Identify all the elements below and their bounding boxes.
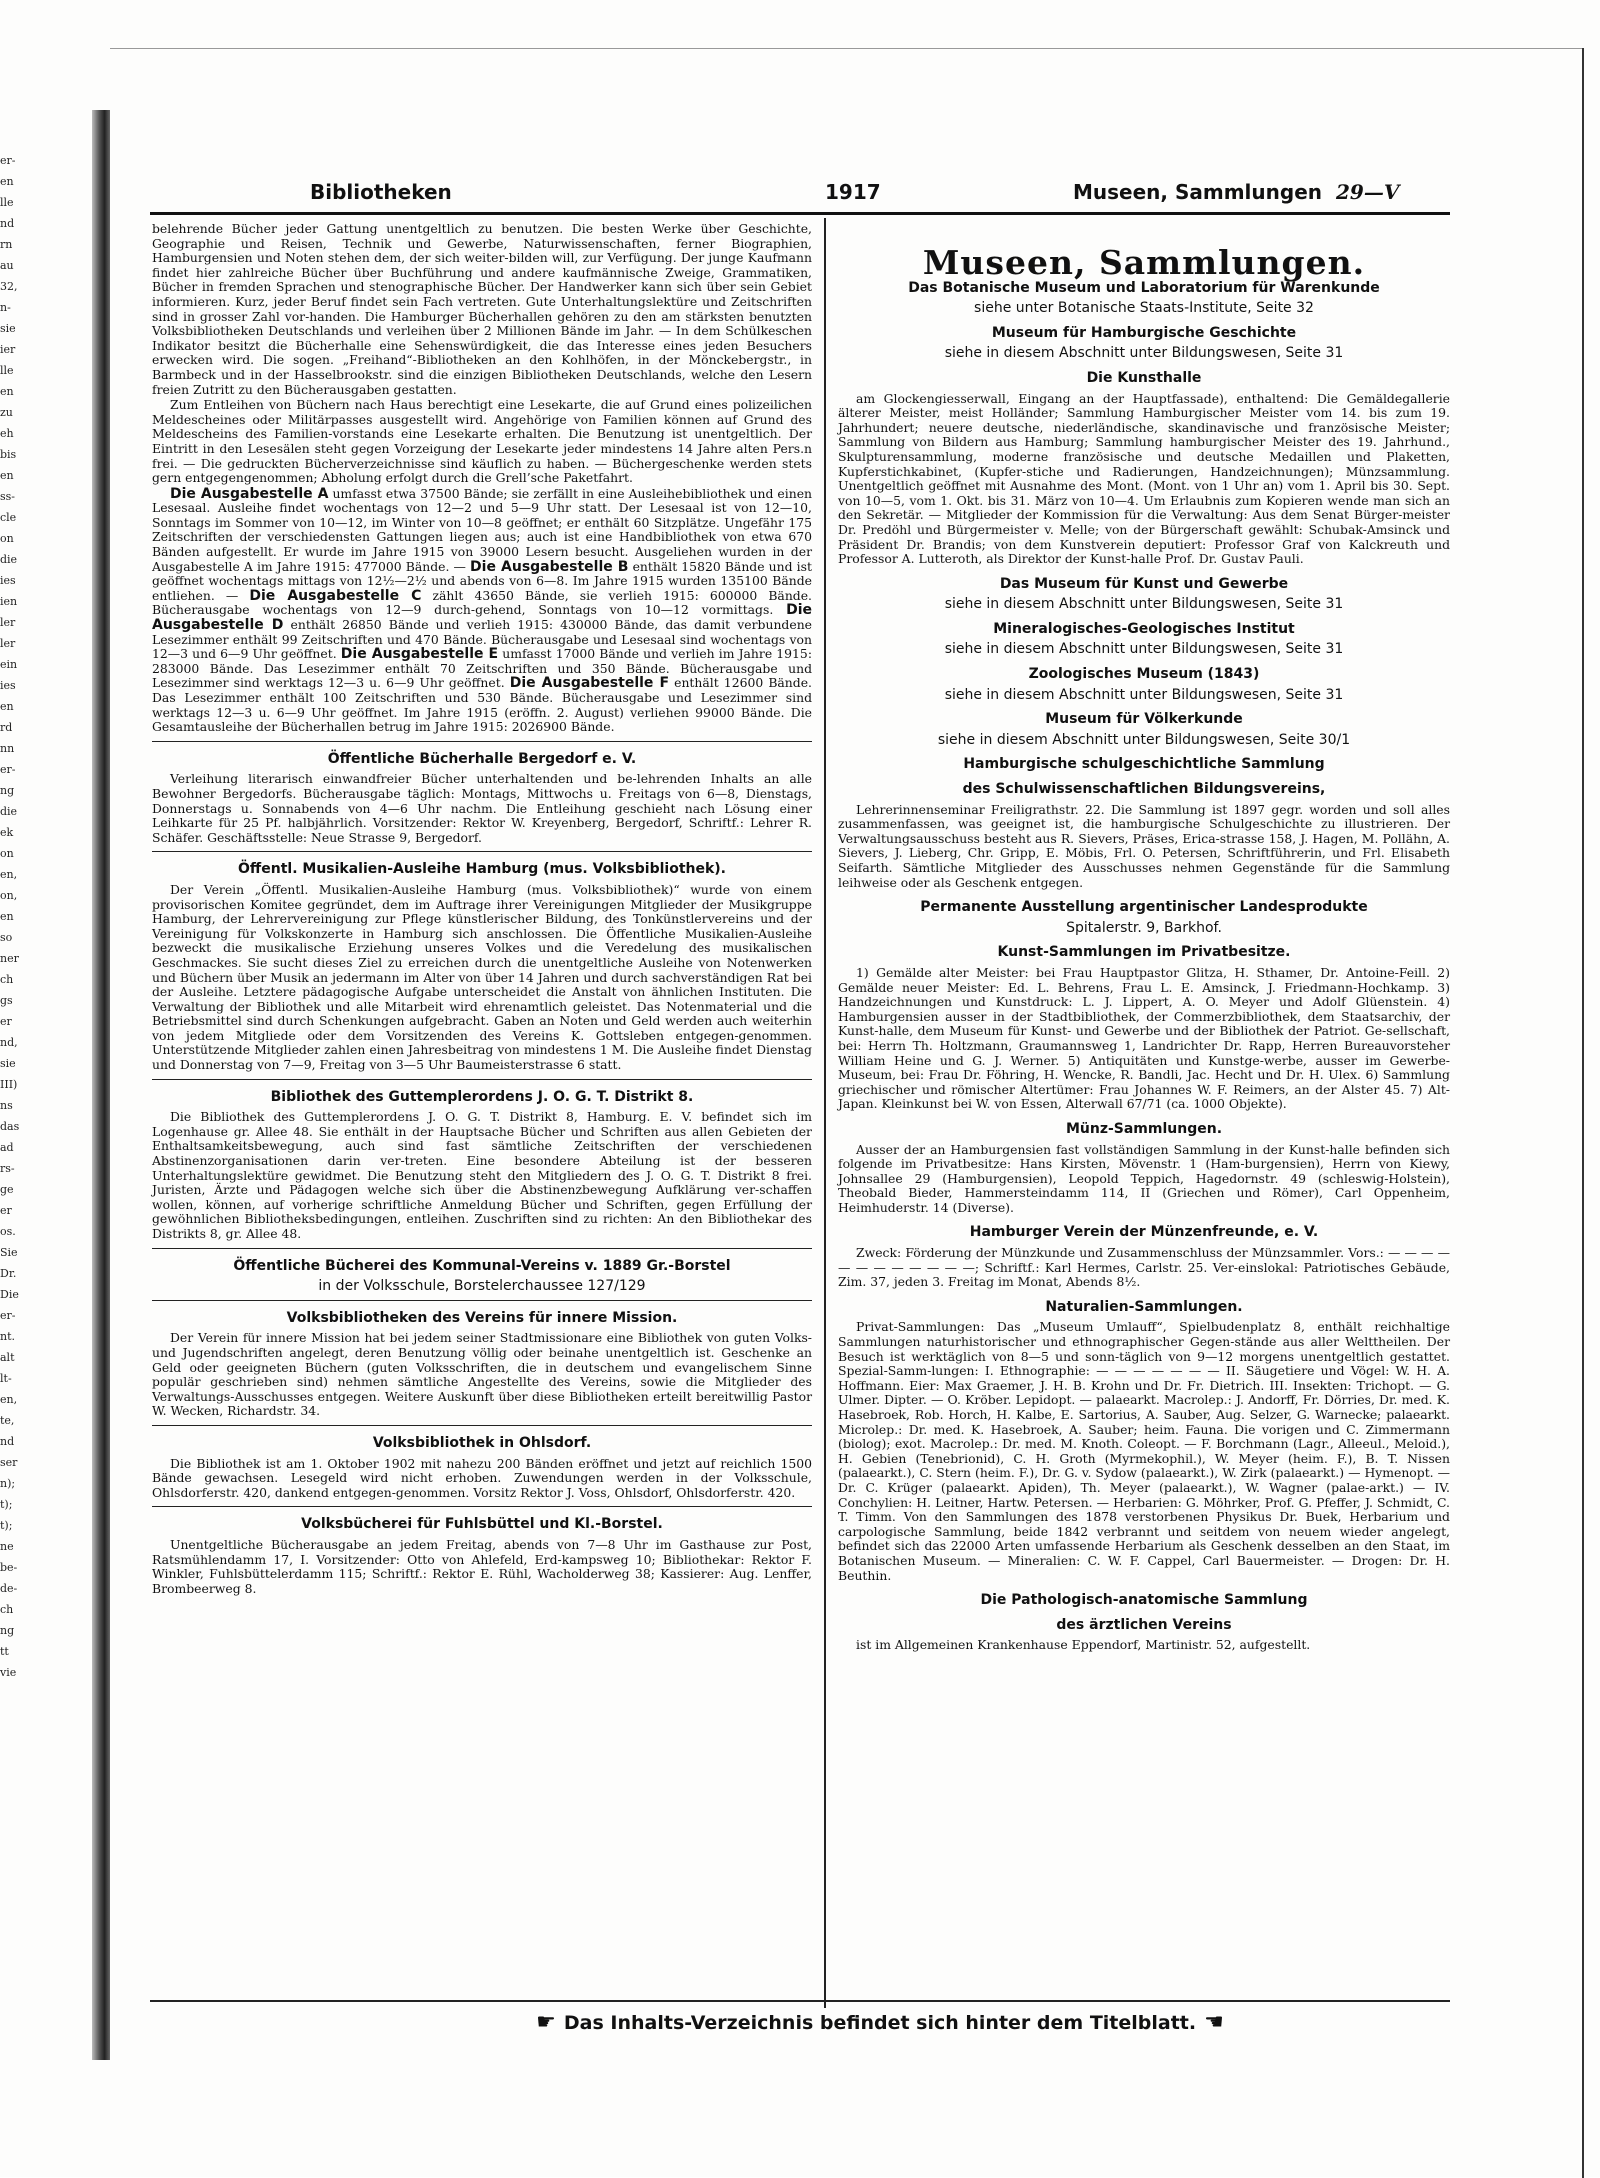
margin-fragment: en, [0, 868, 18, 881]
footer-text: Das Inhalts-Verzeichnis befindet sich hinter dem Titelblatt. [563, 2012, 1197, 2034]
margin-fragment: t); [0, 1498, 13, 1511]
right-column [838, 222, 1450, 1654]
margin-fragment: die [0, 805, 18, 818]
margin-fragment: ies [0, 574, 16, 587]
section-heading: des ärztlichen Vereins [1056, 1616, 1232, 1633]
margin-fragment: ner [0, 952, 19, 965]
margin-fragment: Die [0, 1288, 19, 1301]
margin-fragment: er- [0, 1309, 16, 1322]
margin-fragment: n); [0, 1477, 16, 1490]
margin-fragment: on [0, 532, 14, 545]
margin-fragment: lle [0, 364, 14, 377]
running-head [150, 180, 1450, 210]
margin-fragment: ies [0, 679, 16, 692]
margin-fragment: en, [0, 1393, 18, 1406]
section-heading: Volksbibliothek in Ohlsdorf. [372, 1434, 592, 1451]
ausgabestelle-text: umfasst etwa 37500 Bände; sie zerfällt in eine Ausleihebibliothek und einen Lesesaal. Ausleihe findet wochentags von 12—2 und 5—9 Uhr statt. Der Lesesaal ist von 12—10, Sonntags im Sommer von 10—12, im Winter von 10—8 geöffnet; er enthält 60 Sitzplätze. Ungefähr 175 Zeitschriften der verschiedensten Gattungen liegen aus; auch ist eine Handbibliothek von etwa 670 Bänden aufgestellt. Er wurde im Jahre 1915 von 39000 Lesern besucht. Ausgeliehen wurden in der Ausgabestelle A im Jahre 1915: 477000 Bände. — [152, 485, 813, 574]
margin-fragment: ler [0, 616, 16, 629]
margin-fragment: so [0, 931, 13, 944]
section-heading: Museum für Völkerkunde [1045, 711, 1243, 728]
margin-fragment: rn [0, 238, 13, 251]
section-heading: Öffentliche Bücherhalle Bergedorf e. V. [327, 750, 637, 767]
intro-paragraph: Zum Entleihen von Büchern nach Haus berechtigt eine Lesekarte, die auf Grund eines polizeilichen Meldescheines oder Militärpasses ausgestellt wird. Angehörige von Familien können auf Grund des Meldescheins des Familien-vorstands eine Lesekarte erhalten. Die Benutzung ist unentgeltlich. Der Eintritt in den Lesesälen steht gegen Vorzeigung der Lesekarte jeder mindestens 14 Jahre alten Pers.n frei. — Die gedruckten Bücherverzeichnisse sind käuflich zu haben. — Büchergeschenke werden stets gern entgegengenommen; Abholung erfolgt durch die Grell’sche Paketfahrt. [152, 397, 812, 486]
section-rule [152, 1425, 812, 1426]
ausgabestelle-label: Die Ausgabestelle C [249, 587, 422, 604]
section-rule [152, 1079, 812, 1080]
section-heading: Kunst-Sammlungen im Privatbesitze. [997, 944, 1291, 961]
margin-fragment: ns [0, 1099, 13, 1112]
margin-fragment: bis [0, 448, 17, 461]
section-paragraph: Ausser der an Hamburgensien fast vollständigen Sammlung in der Kunst-halle befinden sich folgende im Privatbesitze: Hans Kirsten, Mövenstr. 1 (Ham-burgensien), Herrn von Kiewy, Johnsallee 29 (Hamburgensien), Leopold Teppich, Hagedornstr. 49 (schleswig-Holstein), Theobald Bieder, Hammersteindamm 114, II (Griechen und Römer), Carl Oppenheim, Heimhuderstr. 14 (Diverse). [838, 1141, 1450, 1215]
section-paragraph: Unentgeltliche Bücherausgabe an jedem Freitag, abends von 7—8 Uhr im Gasthause zur Post, Ratsmühlendamm 17, I. Vorsitzender: Otto von Ahlefeld, Erd-kampsweg 10; Bibliothekar: Rektor F. Winkler, Fuhlsbüttelerdamm 115; Schriftf.: Rektor E. Rühl, Wacholderweg 38; Kassierer: Aug. Lenffer, Brombeerweg 8. [152, 1536, 812, 1596]
section-subline: siehe in diesem Abschnitt unter Bildungswesen, Seite 31 [944, 686, 1344, 703]
margin-fragment: ch [0, 973, 14, 986]
margin-fragment: ng [0, 784, 15, 797]
margin-fragment: n- [0, 301, 11, 314]
margin-fragment: tt [0, 1645, 9, 1658]
margin-fragment: er- [0, 763, 16, 776]
margin-fragment: 32, [0, 280, 18, 293]
margin-fragment: ge [0, 1183, 14, 1196]
margin-fragment: rd [0, 721, 13, 734]
footer-note [430, 2010, 1330, 2035]
section-heading: Bibliothek des Guttemplerordens J. O. G. T. Distrikt 8. [270, 1088, 694, 1105]
section-paragraph: 1) Gemälde alter Meister: bei Frau Hauptpastor Glitza, H. Sthamer, Dr. Antoine-Feill. 2) Gemälde neuer Meister: Ed. L. Behrens, Frau L. E. Amsinck, J. Friedmann-Hochkamp. 3) Handzeichnungen und Kunstdruck: L. J. Lippert, A. O. Meyer und Adolf Glüenstein. 4) Hamburgensien ausser in der Stadtbibliothek, der Commerzbibliothek, dem Staatsarchiv, der Kunst-halle, dem Museum für Kunst- und Gewerbe und der Bibliothek der Patriot. Ge-sellschaft, bei: Herrn Th. Holtzmann, Graumannsweg 1, Landrichter Dr. Rapp, Herren Bureauvorsteher William Heine und G. J. Werner. 5) Antiquitäten und Kunstge-werbe, ausser im Gewerbe-Museum, bei: Frau Dr. Föhring, H. Wencke, R. Bandli, Jac. Hecht und Dr. H. Ulex. 6) Sammlung griechischer und römischer Altertümer: Frau Johannes W. F. Reimers, an der Alster 45. 7) Alt-Japan. Kleinkunst bei W. von Essen, Alterwall 67/71 (ca. 1000 Objekte). [838, 964, 1450, 1112]
margin-fragment: nt. [0, 1330, 16, 1343]
section-heading: Die Pathologisch-anatomische Sammlung [980, 1592, 1308, 1609]
ausgabestelle-label: Die Ausgabestelle A [170, 485, 329, 502]
margin-fragment: os. [0, 1225, 16, 1238]
margin-fragment: Dr. [0, 1267, 17, 1280]
margin-fragment: en [0, 910, 14, 923]
margin-fragment: sie [0, 1057, 16, 1070]
section-paragraph: Die Bibliothek ist am 1. Oktober 1902 mit nahezu 200 Bänden eröffnet und jetzt auf reichlich 1500 Bände gewachsen. Lesegeld wird nicht erhoben. Zuwendungen werden in der Volksschule, Ohlsdorferstr. 420, dankend entgegen-genommen. Vorsitz Rektor J. Voss, Ohlsdorf, Ohlsdorferstr. 420. [152, 1455, 812, 1500]
margin-fragment: ch [0, 1603, 14, 1616]
margin-fragment: das [0, 1120, 20, 1133]
ausgabestelle-text: enthält 15820 Bände und ist geöffnet wochentags mittags von 12½—2½ und abends von 6—8. Im Jahre 1915 wurden 135100 Bände entliehen. — [152, 558, 812, 603]
section-heading: Das Botanische Museum und Laboratorium für Warenkunde [908, 279, 1380, 296]
margin-fragment: lle [0, 196, 14, 209]
margin-fragment: t); [0, 1519, 13, 1532]
section-heading: Permanente Ausstellung argentinischer Landesprodukte [920, 899, 1368, 916]
section-paragraph: Der Verein für innere Mission hat bei jedem seiner Stadtmissionare eine Bibliothek von guten Volks- und Jugendschriften angelegt, deren Benutzung völlig oder beinahe unentgeltlich ist. Geschenke an Geld oder geeigneten Büchern (guten Volksschriften, die in deutschem und evangelischem Sinne populär geschrieben sind) nehmen sämtliche Angestellte des Vereins, sowie die Mitglieder des Verwaltungs-Ausschusses entgegen. Weitere Auskunft über diese Bibliotheken erteilt bereitwillig Pastor W. Wecken, Richardstr. 34. [152, 1330, 812, 1419]
margin-fragment: en [0, 385, 14, 398]
margin-fragment: en [0, 175, 14, 188]
margin-fragment: zu [0, 406, 13, 419]
section-subline: in der Volksschule, Borstelerchaussee 127/129 [318, 1278, 646, 1295]
header-rule [150, 212, 1450, 215]
margin-fragment: er- [0, 154, 16, 167]
column-divider [824, 218, 826, 2008]
margin-fragment: be- [0, 1561, 18, 1574]
margin-fragment: ng [0, 1624, 15, 1637]
margin-fragment: eh [0, 427, 14, 440]
margin-fragment: ek [0, 826, 14, 839]
section-paragraph: Lehrerinnenseminar Freiligrathstr. 22. Die Sammlung ist 1897 gegr. worden und soll alles zusammenfassen, was geeignet ist, die hamburgische Schulgeschichte zu illustrieren. Der Verwaltungsausschuss besteht aus R. Sievers, Präses, Erica-strasse 158, J. Hagen, M. Pollähn, A. Sievers, J. Lieberg, Chr. Gripp, E. Möbis, Frl. O. Petersen, Schriftführerin, und Frl. Elisabeth Seifarth. Sämtliche Mitglieder des Ausschusses nehmen Gegenstände für die Sammlung leihweise oder als Geschenk entgegen. [838, 801, 1450, 890]
section-rule [152, 1506, 812, 1507]
margin-fragment: on, [0, 889, 18, 902]
margin-fragment: ad [0, 1141, 14, 1154]
intro-paragraph: belehrende Bücher jeder Gattung unentgeltlich zu benutzen. Die besten Werke über Geschichte, Geographie und Reisen, Technik und Gewerbe, Naturwissenschaften, ferner Biographien, Hamburgensien und Noten stehen dem, der sich weiter-bilden will, zur Verfügung. Der junge Kaufmann findet hier zahlreiche Bücher über Buchführung und andere kaufmännische Zweige, Grammatiken, Bücher in fremden Sprachen und stenographische Bücher. Der Handwerker kann sich über sein Gebiet informieren. Kurz, jeder Beruf findet sein Fach vertreten. Gute Unterhaltungslektüre und Zeitschriften sind in grosser Zahl vor-handen. Die Hamburger Bücherhallen gehören zu den am stärksten benutzten Volksbibliotheken Deutschlands und verleihen über 2 Millionen Bände im Jahr. — In dem Schülkeschen Indikator besitzt die Bücherhalle eine Sehenswürdigkeit, die das Interesse eines jeden Besuchers erwecken wird. Die sogen. „Freihand“-Bibliotheken an den Kohlhöfen, in der Mönckebergstr., in Barmbeck und in der Hasselbrookstr. sind die einzigen Bibliotheken Deutschlands, welche den Lesern freien Zutritt zu den Bücherausgaben gestatten. [152, 221, 812, 397]
margin-fragment: de- [0, 1582, 18, 1595]
ausgabestelle-label: Die Ausgabestelle E [340, 646, 499, 663]
section-heading: Volksbücherei für Fuhlsbüttel und Kl.-Borstel. [301, 1516, 663, 1533]
margin-fragment: cle [0, 511, 17, 524]
running-head-year: 1917 [825, 180, 881, 204]
pointing-hand-icon: ☚ [1204, 2010, 1224, 2035]
margin-fragment: ler [0, 637, 16, 650]
section-paragraph: Die Bibliothek des Guttemplerordens J. O. G. T. Distrikt 8, Hamburg. E. V. befindet sich im Logenhause gr. Allee 48. Sie enthält in der Hauptsache Bücher und Schriften aus allen Gebieten der Enthaltsamkeitsbewegung, auch sind fast sämtliche Zeitschriften der verschiedenen Abstinenzorganisationen darin ver-treten. Eine besondere Abteilung ist der besseren Unterhaltungslektüre gewidmet. Die Benutzung steht den Mitgliedern des J. O. G. T. Distrikt 8 frei. Juristen, Ärzte und Pädagogen welche sich über die Abstinenzbewegung Aufklärung ver-schaffen wollen, können, auf vorherige schriftliche Anmeldung Bücher und Schriften, gegen Erfüllung der gewöhnlichen Bibliotheksbedingungen, entleihen. Zuschriften sind zu richten: An den Bibliothekar des Distrikts 8, gr. Allee 48. [152, 1109, 812, 1241]
margin-fragment: er [0, 1015, 12, 1028]
section-subline: siehe unter Botanische Staats-Institute, Seite 32 [974, 300, 1314, 317]
book-spine [92, 110, 110, 2060]
margin-fragment: vie [0, 1666, 17, 1679]
margin-fragment: nd [0, 1435, 15, 1448]
ausgabestelle-label: Die Ausgabestelle B [470, 558, 629, 575]
margin-fragment: lt- [0, 1372, 12, 1385]
ausgabestelle-text: enthält 12600 Bände. Das Lesezimmer enthält 100 Zeitschriften und 530 Bände. Bücherausgabe und Lesezimmer sind werktags 12—3 u. 6—9 Uhr geöffnet. Im Jahre 1915 (eröffn. 2. August) verliehen 99000 Bände. Die Gesamtausleihe der Bücherhallen betrug im Jahre 1915: 2026900 Bände. [152, 675, 812, 735]
margin-fragment: die [0, 553, 18, 566]
margin-fragment: on [0, 847, 14, 860]
section-paragraph: Verleihung literarisch einwandfreier Bücher unterhaltenden und be-lehrenden Inhalts an alle Bewohner Bergedorfs. Bücherausgabe täglich: Montags, Mittwochs u. Freitags von 6—8, Dienstags, Donnerstags u. Sonnabends von 4—6 Uhr nachm. Die Entleihung geschieht nach Lösung einer Leihkarte für 25 Pf. halbjährlich. Vorsitzender: Rektor W. Kreyenberg, Bergedorf, Schriftf.: Lehrer R. Schäfer. Geschäftsstelle: Neue Strasse 9, Bergedorf. [152, 771, 812, 845]
section-heading: Hamburgische schulgeschichtliche Sammlung [963, 756, 1325, 773]
ausgabestelle-text: enthält 26850 Bände und verlieh 1915: 430000 Bände, das damit verbundene Lesezimmer enthält 99 Zeitschriften und 470 Bände. Bücherausgabe und Lesesaal sind wochentags von 12—3 und 6—9 Uhr geöffnet. [152, 617, 813, 662]
ausgabestelle-text: umfasst 17000 Bände und verlieh im Jahre 1915: 283000 Bände. Das Lesezimmer enthält 70 Zeitschriften und 350 Bände. Bücherausgabe und Lesezimmer sind werktags 12—3 u. 6—9 Uhr geöffnet. [152, 646, 812, 691]
margin-fragment: ne [0, 1540, 14, 1553]
margin-fragment: III) [0, 1078, 18, 1091]
section-subline: siehe in diesem Abschnitt unter Bildungswesen, Seite 30/1 [937, 731, 1351, 748]
section-paragraph: Der Verein „Öffentl. Musikalien-Ausleihe Hamburg (mus. Volksbibliothek)“ wurde von einem provisorischen Komitee gegründet, dem im Auftrage ihrer Vereinigungen Mitglieder der Musikgruppe Hamburg, der Lehrervereinigung zur Pflege künstlerischer Bildung, des Tonkünstlervereins und der Vereinigung für Volkskonzerte in Hamburg sich anschlossen. Die Öffentliche Musikalien-Ausleihe bezweckt die musikalische Erziehung unseres Volkes und die Veredelung des musikalischen Geschmackes. Sie sucht dieses Ziel zu erreichen durch die unentgeltliche Ausleihe von Notenwerken und Büchern über Musik an jedermann im Alter von über 14 Jahren und durch sachverständigen Rat bei der Ausleihe. Letztere pädagogische Aufgabe unterscheidet die Anstalt von ähnlichen Instituten. Die Verwaltung der Bibliothek und alle Mitarbeit wird ehrenamtlich geleistet. Das Notenmaterial und die Betriebsmittel sind durch Schenkungen aufgebracht. Gaben an Noten und Geld werden auch weiterhin von jedem Mitgliede oder dem Vorsitzenden des Vereins K. Gottsleben entgegen-genommen. Unterstützende Mitglieder zahlen einen Jahresbeitrag von mindestens 1 M. Die Ausleihe findet Dienstag und Donnerstag von 7—9, Freitag von 3—5 Uhr Baumeisterstrasse 6 statt. [152, 881, 812, 1073]
margin-fragment: ien [0, 595, 18, 608]
section-subline: siehe in diesem Abschnitt unter Bildungswesen, Seite 31 [944, 596, 1344, 613]
section-heading: Museum für Hamburgische Geschichte [991, 324, 1297, 341]
section-heading: des Schulwissenschaftlichen Bildungsvereins, [962, 781, 1326, 798]
margin-fragment: sie [0, 322, 16, 335]
left-column [152, 222, 812, 1597]
left-sections [152, 741, 812, 1597]
running-head-left: Bibliotheken [310, 180, 452, 204]
margin-fragment: nd [0, 217, 15, 230]
section-heading: Das Museum für Kunst und Gewerbe [999, 575, 1289, 592]
section-heading: Naturalien-Sammlungen. [1045, 1298, 1243, 1315]
margin-fragment: te, [0, 1414, 15, 1427]
section-subline: Spitalerstr. 9, Barkhof. [1066, 919, 1222, 936]
ausgabestellen-paragraph [152, 487, 812, 735]
margin-fragment: nd, [0, 1036, 18, 1049]
margin-fragment: rs- [0, 1162, 15, 1175]
section-title-museen: Museen, Sammlungen. [922, 243, 1366, 282]
page-number: 29—V [1336, 180, 1400, 204]
margin-fragment: au [0, 259, 14, 272]
ausgabestelle-label: Die Ausgabestelle F [509, 675, 670, 692]
margin-fragment: ein [0, 658, 18, 671]
section-subline: siehe in diesem Abschnitt unter Bildungswesen, Seite 31 [944, 345, 1344, 362]
margin-fragment: er [0, 1204, 12, 1217]
right-sections [838, 281, 1450, 1653]
margin-fragment: gs [0, 994, 13, 1007]
section-rule [152, 851, 812, 852]
section-paragraph: Privat-Sammlungen: Das „Museum Umlauff“, Spielbudenplatz 8, enthält reichhaltige Sammlungen naturhistorischer und ethnographischer Gegen-stände aus aller Welttheilen. Der Besuch ist werktäglich von 8—5 und sonn-täglich von 9—12 morgens unentgeltlich gestattet. Spezial-Samm-lungen: I. Ethnographie: — — — — — — — II. Säugetiere und Vögel: W. H. A. Hoffmann. Eier: Max Graemer, J. H. B. Krohn und Dr. Fr. Dietrich. III. Insekten: Trichopt. — G. Ulmer. Dipter. — O. Kröber. Lepidopt. — palaearkt. Macrolep.: J. Andorff, Fr. Dörries, Dr. med. K. Hasebroek, Rob. Horch, H. Kalbe, E. Sartorius, A. Sauber, Aug. Selzer, G. Warnecke; palaearkt. Microlep.: Dr. med. K. Hasebroek, A. Sauber; heim. Fauna. Die vorigen und C. Zimmermann (biolog); exot. Macrolep.: Dr. med. M. Knoth. Coleopt. — F. Borchmann (Lagr., Alleeul., Meloid.), H. Gebien (Tenebrionid), C. H. Groth (Myrmekophil.), W. Meyer (heim. F.), B. T. Nissen (palaearkt.), C. Stern (heim. F.), Dr. G. v. Sydow (palaearkt.), W. Zirk (palaearkt.) — Hymenopt. — Dr. C. Krüger (palaearkt. Apiden), Th. Meyer (palaearkt.), W. Wagner (palae-arkt.) — IV. Conchylien: H. Leitner, Hartw. Petersen. — Herbarien: G. Möhrker, Prof. G. Pfeffer, J. Schmidt, C. T. Timm. Von den Sammlungen des 1878 verstorbenen Physikus Dr. Buek, Herbarium und carpologische Sammlung, beide 1842 verbrannt und seitdem von neuem wieder angelegt, befindet sich das 22000 Arten umfassende Herbarium als Geschenk desselben an den Staat, im Botanischen Museum. — Mineralien: C. W. F. Cappel, Carl Bauermeister. — Drogen: Dr. H. Beuthin. [838, 1319, 1450, 1583]
section-paragraph: ist im Allgemeinen Krankenhause Eppendorf, Martinistr. 52, aufgestellt. [856, 1637, 1311, 1653]
section-heading: Münz-Sammlungen. [1065, 1120, 1223, 1137]
margin-fragment: ss- [0, 490, 16, 503]
margin-fragment: ier [0, 343, 16, 356]
section-heading: Mineralogisches-Geologisches Institut [993, 620, 1295, 637]
ausgabestelle-label: Die Ausgabestelle D [152, 602, 812, 634]
margin-fragment: Sie [0, 1246, 18, 1259]
margin-fragment: en [0, 700, 14, 713]
section-heading: Die Kunsthalle [1086, 369, 1202, 386]
margin-fragment: nn [0, 742, 15, 755]
section-subline: siehe in diesem Abschnitt unter Bildungswesen, Seite 31 [944, 641, 1344, 658]
pointing-hand-icon: ☛ [536, 2010, 556, 2035]
section-heading: Öffentl. Musikalien-Ausleihe Hamburg (mus. Volksbibliothek). [238, 861, 726, 878]
section-heading: Volksbibliotheken des Vereins für innere Mission. [286, 1309, 678, 1326]
section-paragraph: am Glockengiesserwall, Eingang an der Hauptfassade), enthaltend: Die Gemäldegallerie älterer Meister, meist Holländer; Sammlung Hamburgischer Meister vom 14. bis zum 19. Jahrhundert; neuere deutsche, niederländische, skandinavische und französische Meister; Sammlung von Bildern aus Hamburg; Sammlung hamburgischer Meister des 19. Jahrhund., Skulpturensammlung, moderne französische und deutsche Medaillen und Plaketten, Kupferstichkabinet, (Kupfer-stiche und Radierungen, Handzeichnungen); Münzsammlung. Unentgeltlich geöffnet mit Ausnahme des Mont. (Mont. von 1 Uhr an) vom 1. April bis 30. Sept. von 10—5, vom 1. Okt. bis 31. März von 10—4. Um Erlaubnis zum Kopieren wende man sich an den Sekretär. — Mitglieder der Kommission für die Verwaltung: Aus dem Senat Bürger-meister Dr. Predöhl und Bürgermeister v. Melle; von der Bürgerschaft gewählt: Schubak-Amsinck und Präsident Dr. Brandis; von dem Kunstverein deputiert: Professor Graf von Kalckreuth und Professor A. Lutteroth, als Direktor der Kunst-halle Prof. Dr. Gustav Pauli. [838, 390, 1450, 567]
footer-rule [150, 2000, 1450, 2002]
scan-edge [110, 48, 1584, 49]
ausgabestelle-text: zählt 43650 Bände, sie verlieh 1915: 600000 Bände. Bücherausgabe wochentags von 12—9 durch-gehend, Sonntags von 10—12 vormittags. [152, 587, 812, 618]
previous-page-fragments [0, 150, 30, 2050]
margin-fragment: en [0, 469, 14, 482]
section-paragraph: Zweck: Förderung der Münzkunde und Zusammenschluss der Münzsammler. Vors.: — — — — — — — — — — — —; Schriftf.: Karl Hermes, Carlstr. 25. Ver-einslokal: Patriotisches Gebäude, Zim. 37, jeden 3. Freitag im Monat, Abends 8½. [838, 1245, 1450, 1290]
running-head-right: Museen, Sammlungen [1073, 180, 1323, 204]
scan-edge [1582, 48, 1584, 2178]
margin-fragment: ser [0, 1456, 18, 1469]
section-heading: Öffentliche Bücherei des Kommunal-Vereins v. 1889 Gr.-Borstel [233, 1257, 731, 1274]
section-heading: Zoologisches Museum (1843) [1028, 666, 1260, 683]
section-rule [152, 1300, 812, 1301]
section-rule [152, 1248, 812, 1249]
margin-fragment: alt [0, 1351, 15, 1364]
section-rule [152, 741, 812, 742]
section-heading: Hamburger Verein der Münzenfreunde, e. V. [969, 1224, 1319, 1241]
